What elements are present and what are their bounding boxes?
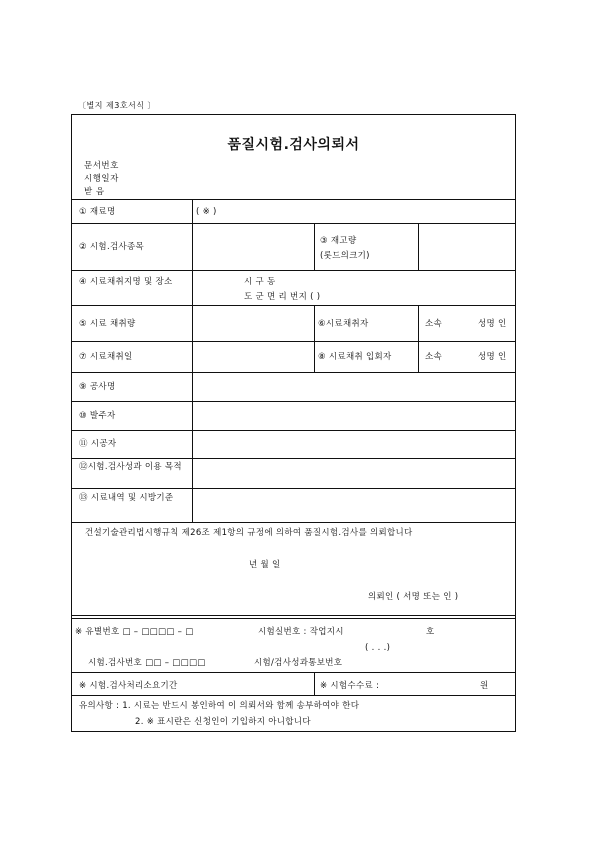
sampling-place-label: ④ 시료채취지명 및 장소: [79, 277, 173, 287]
requester-signature: 의뢰인 ( 서명 또는 인 ): [368, 592, 459, 602]
sampling-place-line1: 시 구 동: [244, 277, 276, 287]
row-divider: [72, 695, 515, 696]
column-divider: [314, 305, 315, 372]
contractor-label: ⑪ 시공자: [79, 439, 117, 449]
sample-date-label: ⑦ 시료채취일: [79, 352, 133, 362]
row-divider: [72, 458, 515, 459]
lab-number-suffix: 호: [426, 627, 435, 637]
report-number: 시험/검사성과통보번호: [254, 658, 343, 668]
row-divider: [72, 270, 515, 271]
material-name-value[interactable]: ( ※ ): [196, 207, 217, 217]
column-divider: [314, 672, 315, 695]
witness-sign: 성명 인: [478, 352, 507, 362]
form-title: 품질시험.검사의뢰서: [227, 137, 360, 153]
row-divider: [72, 401, 515, 402]
row-divider: [72, 223, 515, 224]
history-label: ⑬ 시료내역 및 시방기준: [79, 493, 174, 503]
row-divider: [72, 341, 515, 342]
label-column-divider: [192, 199, 193, 522]
witness-affiliation: 소속: [425, 352, 443, 362]
type-number: ※ 유별번호 □ – □□□□ – □: [75, 627, 194, 637]
request-statement: 건설기술관리법시행규칙 제26조 제1항의 규정에 의하여 품질시험.검사를 의뢰합니다: [85, 528, 413, 538]
column-divider: [418, 223, 419, 270]
material-name-label: ① 재료명: [79, 207, 116, 217]
test-fee-label: ※ 시험수수료 :: [320, 681, 380, 691]
note-1: 유의사항 : 1. 시료는 반드시 봉인하여 이 의뢰서와 함께 송부하여야 한다: [79, 701, 360, 711]
stock-sub-label: (롯드의크기): [320, 251, 370, 261]
test-fee-unit: 원: [480, 681, 489, 691]
column-divider: [314, 223, 315, 270]
collector-label: ⑥시료채취자: [318, 319, 369, 329]
client-label: ⑩ 발주자: [79, 411, 116, 421]
row-divider: [72, 430, 515, 431]
request-date: 년 월 일: [249, 560, 281, 570]
row-divider: [72, 488, 515, 489]
stock-label: ③ 재고량: [320, 236, 357, 246]
collector-affiliation: 소속: [425, 319, 443, 329]
collector-sign: 성명 인: [478, 319, 507, 329]
processing-period-label: ※ 시험.검사처리소요기간: [79, 681, 178, 691]
sample-qty-label: ⑤ 시료 채취량: [79, 319, 136, 329]
test-type-label: ② 시험.검사종목: [79, 242, 144, 252]
double-divider: [72, 615, 515, 619]
note-2: 2. ※ 표시란은 신청인이 기입하지 아니합니다: [135, 717, 311, 727]
row-divider: [72, 522, 515, 523]
column-divider: [418, 305, 419, 372]
witness-label: ⑧ 시료채취 입회자: [318, 352, 392, 362]
sampling-place-line2: 도 군 면 리 번지 ( ): [244, 292, 321, 302]
form-reference: 〔별지 제3호서식 〕: [78, 101, 157, 110]
row-divider: [72, 372, 515, 373]
issue-date-label: 시행일자: [84, 174, 119, 184]
row-divider: [72, 672, 515, 673]
row-divider: [72, 199, 515, 200]
project-label: ⑨ 공사명: [79, 382, 116, 392]
recipient-label: 받 음: [84, 187, 105, 197]
row-divider: [72, 305, 515, 306]
request-form: [71, 114, 516, 732]
lab-number: 시험실번호 : 작업지시: [258, 627, 344, 637]
doc-number-label: 문서번호: [84, 161, 119, 171]
lab-date: ( . . .): [365, 643, 391, 653]
test-number: 시험.검사번호 □□ – □□□□: [88, 658, 206, 668]
purpose-label: ⑫시험.검사성과 이용 목적: [79, 462, 182, 472]
